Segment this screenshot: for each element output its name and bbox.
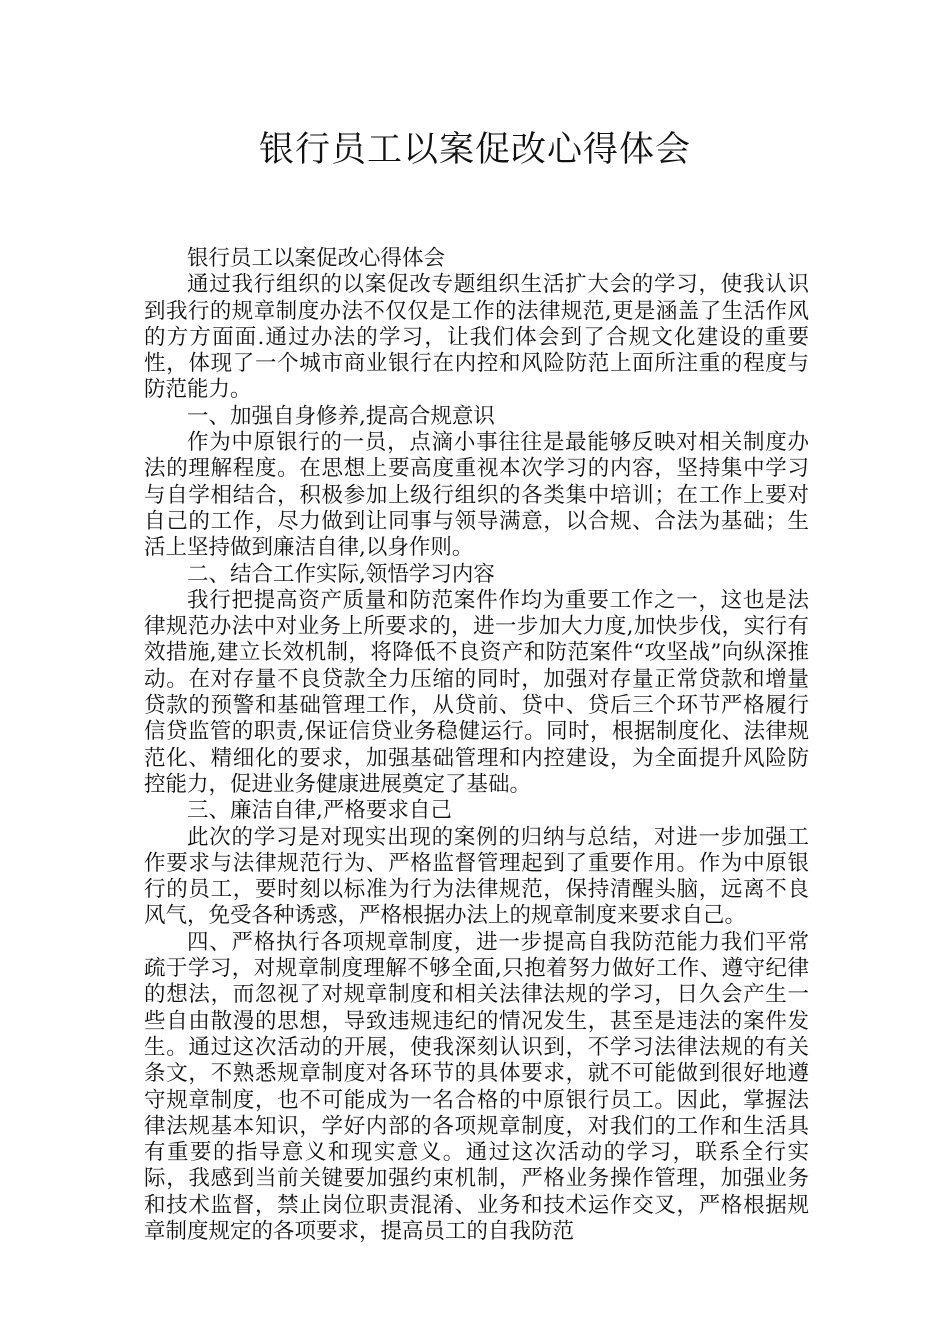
body-subtitle: 银行员工以案促改心得体会 [187,246,446,271]
paragraph-section-4: 四、严格执行各项规章制度，进一步提高自我防范能力我们平常疏于学习，对规章制度理解不够全面,只抱着努力做好工作、遵守纪律的想法，而忽视了对规章制度和相关法律法规的学习，日久会产生一些自由散漫的思想，导致违规违纪的情况发生，甚至是违法的案件发生。通过这次活动的开展，使我深刻认识到，不学习法律法规的有关条文，不熟悉规章制度对各环节的具体要求，就不可能做到很好地遵守规章制度，也不可能成为一名合格的中原银行员工。因此，掌握法律法规基本知识，学好内部的各项规章制度，对我们的工作和生活具有重要的指导意义和现实意义。通过这次活动的学习，联系全行实际，我感到当前关键要加强约束机制，严格业务操作管理，加强业务和技术监督，禁止岗位职责混淆、业务和技术运作交叉，严格根据规章制度规定的各项要求，提高员工的自我防范 [144,929,809,1244]
document-body [144,246,809,1245]
paragraph-intro: 通过我行组织的以案促改专题组织生活扩大会的学习，使我认识到我行的规章制度办法不仅仅是工作的法律规范,更是涵盖了生活作风的方方面面.通过办法的学习，让我们体会到了合规文化建设的重要性，体现了一个城市商业银行在内控和风险防范上面所注重的程度与防范能力。 [144,272,809,403]
section-heading-3: 三、廉洁自律,严格要求自己 [187,798,452,824]
document-title: 银行员工以案促改心得体会 [258,130,691,170]
paragraph-section-1: 作为中原银行的一员，点滴小事往往是最能够反映对相关制度办法的理解程度。在思想上要高度重视本次学习的内容，坚持集中学习与自学相结合，积极参加上级行组织的各类集中培训；在工作上要对自己的工作，尽力做到让同事与领导满意，以合规、合法为基础；生活上坚持做到廉洁自律,以身作则。 [144,430,809,561]
section-heading-1: 一、加强自身修养,提高合规意识 [187,403,495,429]
paragraph-section-3: 此次的学习是对现实出现的案例的归纳与总结，对进一步加强工作要求与法律规范行为、严格监督管理起到了重要作用。作为中原银行的员工，要时刻以标准为行为法律规范，保持清醒头脑，远离不良风气，免受各种诱惑，严格根据办法上的规章制度来要求自己。 [144,824,809,929]
paragraph-section-2: 我行把提高资产质量和防范案件作均为重要工作之一，这也是法律规范办法中对业务上所要求的，进一步加大力度,加快步伐，实行有效措施,建立长效机制，将降低不良资产和防范案件“攻坚战”向纵深推动。在对存量不良贷款全力压缩的同时，加强对存量正常贷款和增量贷款的预警和基础管理工作，从贷前、贷中、贷后三个环节严格履行信贷监管的职责,保证信贷业务稳健运行。同时，根据制度化、法律规范化、精细化的要求，加强基础管理和内控建设，为全面提升风险防控能力，促进业务健康进展奠定了基础。 [144,587,809,797]
section-heading-2: 二、结合工作实际,领悟学习内容 [187,561,495,587]
